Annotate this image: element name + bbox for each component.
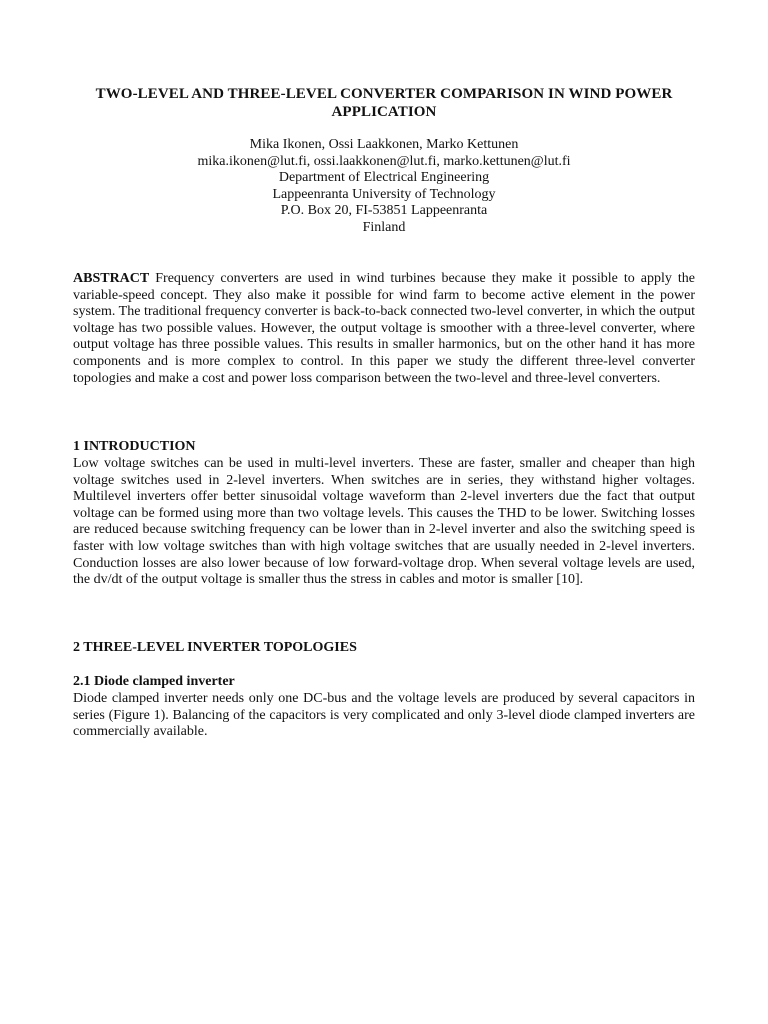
diode-clamped-heading: 2.1 Diode clamped inverter [73,674,235,689]
author-university: Lappeenranta University of Technology [272,186,496,202]
introduction-paragraph: Low voltage switches can be used in multi-level inverters. These are faster, smaller and cheaper than high voltage switches used in 2-level inverters. When switches are in series, they withstand higher voltages. Multilevel inverters offer better sinusoidal voltage waveform than 2-level inverters due the fact that output voltage can be formed using more than two voltage levels. This causes the THD to be lower. Switching losses are reduced because switching frequency can be lower than in 2-level inverter and also the switching speed is faster with low voltage switches than with high voltage switches that are usually needed in 2-level inverters. Conduction losses are also lower because of low forward-voltage drop. When several voltage levels are used, the dv/dt of the output voltage is smaller thus the stress in cables and motor is smaller [10]. [73,456,695,588]
topologies-heading: 2 THREE-LEVEL INVERTER TOPOLOGIES [73,640,357,655]
author-emails: mika.ikonen@lut.fi, ossi.laakkonen@lut.fi, marko.kettunen@lut.fi [197,153,571,169]
author-department: Department of Electrical Engineering [278,170,490,186]
abstract-paragraph [73,271,695,387]
author-address: P.O. Box 20, FI-53851 Lappeenranta [280,203,488,219]
abstract-text: Frequency converters are used in wind turbines because they make it possible to apply the variable-speed concept. They also make it possible for wind farm to become active element in the power system. The traditional frequency converter is back-to-back connected two-level converter, in which the output voltage has two possible values. However, the output voltage is smoother with a three-level converter, where output voltage has three possible values. This results in smaller harmonics, but on the other hand it has more components and is more complex to control. In this paper we study the different three-level converter topologies and make a cost and power loss comparison between the two-level and three-level converters. [73,271,695,386]
abstract-label: ABSTRACT [73,271,150,286]
author-country: Finland [362,219,406,235]
paper-title: TWO-LEVEL AND THREE-LEVEL CONVERTER COMPARISON IN WIND POWER APPLICATION [95,86,673,120]
author-block [72,137,696,237]
diode-clamped-paragraph: Diode clamped inverter needs only one DC-bus and the voltage levels are produced by several capacitors in series (Figure 1). Balancing of the capacitors is very complicated and only 3-level diode clamped inverters are commercially available. [73,691,695,740]
introduction-heading: 1 INTRODUCTION [73,439,196,454]
author-names: Mika Ikonen, Ossi Laakkonen, Marko Kettunen [249,137,519,152]
